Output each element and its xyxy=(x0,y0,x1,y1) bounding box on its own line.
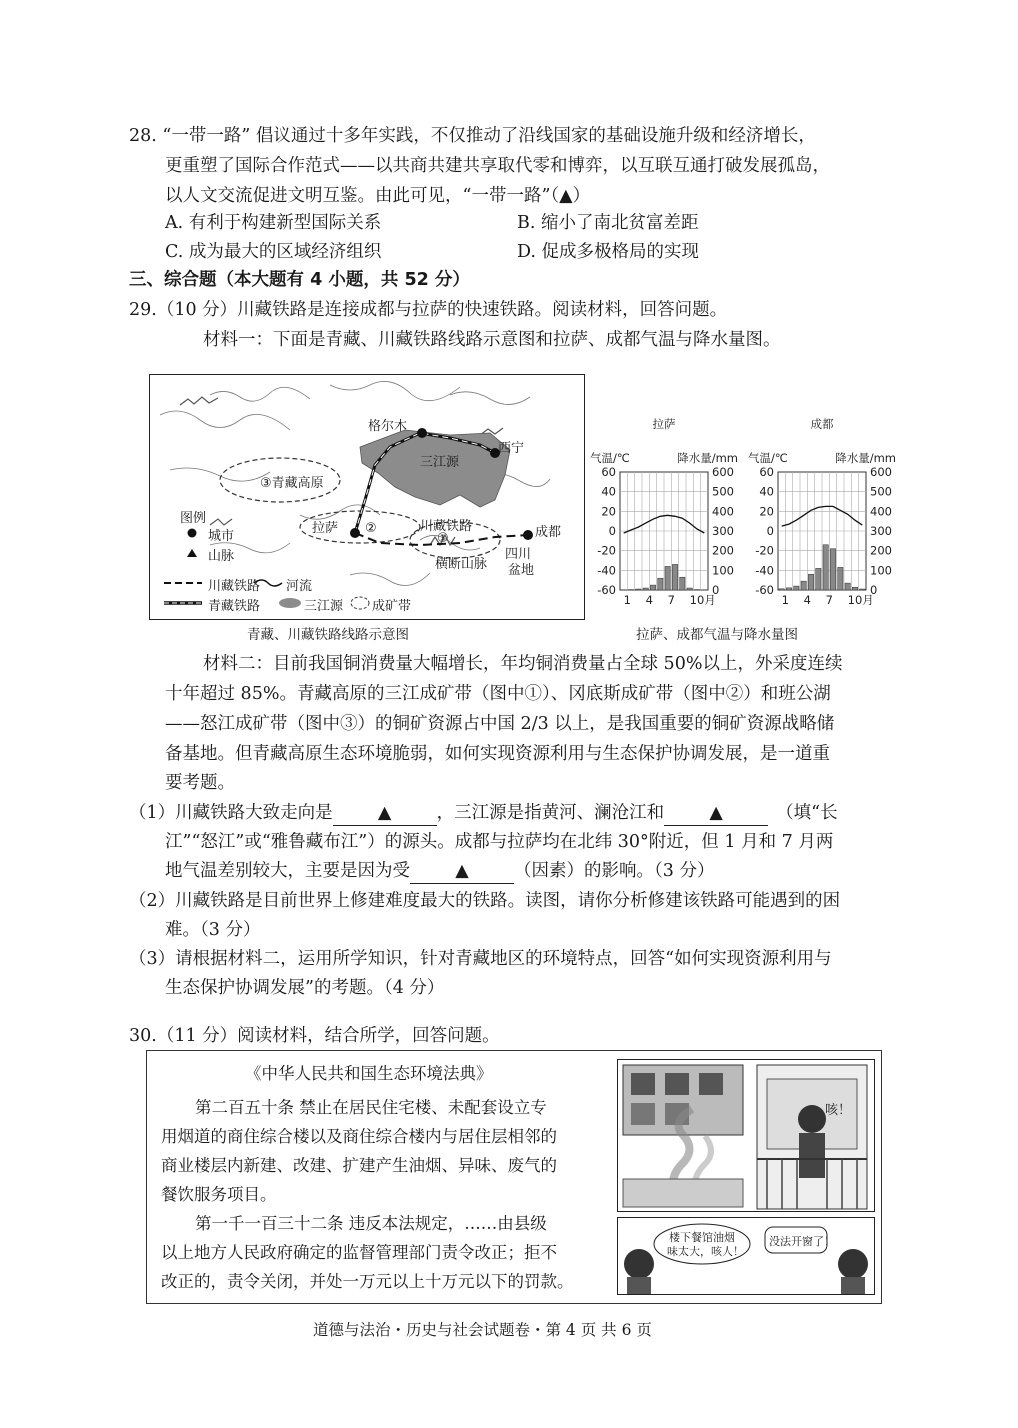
label-chuanzang: 川藏铁路 xyxy=(420,519,473,534)
law-line7: 改正的，责令关闭，并处一万元以上十万元以下的罚款。 xyxy=(161,1272,574,1291)
precip-bar xyxy=(672,564,677,590)
q28-option-b: B. 缩小了南北贫富差距 xyxy=(517,213,699,233)
city-chengdu: 成都 xyxy=(535,525,562,540)
climate-title: 拉萨 xyxy=(652,417,676,431)
precip-bar xyxy=(823,545,828,590)
precip-tick: 0 xyxy=(712,583,720,597)
sub2-line1: （2）川藏铁路是目前世界上修建难度最大的铁路。读图，请你分析修建该铁路可能遇到的困 xyxy=(129,891,841,911)
precip-bar xyxy=(643,588,648,590)
q28-line1: 28. “一带一路” 倡议通过十多年实践，不仅推动了沿线国家的基础设施升级和经济增长， xyxy=(129,126,816,146)
temp-tick: 20 xyxy=(601,504,616,519)
month-tick: 1 xyxy=(781,593,789,607)
page-footer: 道德与法治・历史与社会试题卷・第 4 页 共 6 页 xyxy=(313,1321,652,1339)
month-tick: 4 xyxy=(803,593,811,607)
temp-tick: -40 xyxy=(597,563,616,578)
precip-tick: 100 xyxy=(870,563,892,578)
answer-blank-direction[interactable]: ▲ xyxy=(333,801,437,826)
precip-bar xyxy=(830,549,835,590)
precip-axis-label: 降水量/mm xyxy=(835,451,896,465)
legend-chuanzang: 川藏铁路 xyxy=(208,579,261,594)
answer-blank-river[interactable]: ▲ xyxy=(664,801,768,826)
temp-tick: -20 xyxy=(755,543,774,558)
legend-qingzang: 青藏铁路 xyxy=(208,599,261,614)
q28-line3: 以人文交流促进文明互鉴。由此可见，“一带一路”（▲） xyxy=(165,186,591,206)
temp-tick: -60 xyxy=(755,583,774,597)
region-sanjiangyuan: 三江源 xyxy=(420,455,460,470)
material2-line1: 材料二：目前我国铜消费量大幅增长，年均铜消费量占全球 50%以上，外采度连续 xyxy=(203,654,843,674)
label-hengduan: 横断山脉 xyxy=(435,557,488,572)
precip-bar xyxy=(852,587,857,590)
law-line1: 第二百五十条 禁止在居民住宅楼、未配套设立专 xyxy=(195,1098,547,1117)
sub1-text-c: （填“长 xyxy=(776,803,838,823)
legend-mountain: 山脉 xyxy=(208,549,235,564)
law-line2: 用烟道的商住综合楼以及商住综合楼内与居住层相邻的 xyxy=(161,1127,557,1146)
temp-tick: -40 xyxy=(755,563,774,578)
legend-river: 河流 xyxy=(286,579,313,594)
precip-bar xyxy=(801,581,806,590)
precip-bar xyxy=(687,588,692,590)
precip-tick: 400 xyxy=(712,504,734,519)
material2-line4: 备基地。但青藏高原生态环境脆弱，如何实现资源利用与生态保护协调发展，是一道重 xyxy=(165,744,830,764)
sub1-line3 xyxy=(165,859,714,884)
sub1-line2: 江”“怒江”或“雅鲁藏布江”）的源头。成都与拉萨均在北纬 30°附近，但 1 月和 7 月两 xyxy=(165,832,834,852)
precip-bar xyxy=(658,578,663,590)
temp-tick: 0 xyxy=(608,524,616,538)
month-tick: 10月 xyxy=(847,593,874,607)
climate-title: 成都 xyxy=(810,417,834,431)
law-material-box xyxy=(146,1050,882,1304)
precip-tick: 100 xyxy=(712,563,734,578)
label-sichuan: 四川 xyxy=(505,547,532,562)
ore-belt-1: ① xyxy=(437,531,449,546)
precip-bar xyxy=(786,588,791,590)
precip-tick: 400 xyxy=(870,504,892,519)
temp-tick: -20 xyxy=(597,543,616,558)
material2-line2: 十年超过 85%。青藏高原的三江成矿带（图中①）、冈底斯成矿带（图中②）和班公湖 xyxy=(165,684,831,704)
sub1-text-3b: （因素）的影响。（3 分） xyxy=(514,861,715,881)
ore-belt-2: ② xyxy=(365,521,377,536)
precip-bar xyxy=(860,589,865,590)
precip-tick: 200 xyxy=(870,543,892,558)
q30-intro: 30.（11 分）阅读材料，结合所学，回答问题。 xyxy=(129,1026,500,1046)
sub2-line2: 难。（3 分） xyxy=(165,920,261,940)
precip-bar xyxy=(650,585,655,590)
map-caption: 青藏、川藏铁路线路示意图 xyxy=(247,627,409,643)
law-line6: 以上地方人民政府确定的监督管理部门责令改正；拒不 xyxy=(161,1243,557,1262)
q28-option-d: D. 促成多极格局的实现 xyxy=(517,242,700,262)
comic-bubble-right: 没法开窗了！ xyxy=(769,1235,835,1248)
precip-tick: 300 xyxy=(870,524,892,538)
temp-axis-label: 气温/℃ xyxy=(590,451,630,465)
precip-tick: 0 xyxy=(870,583,878,597)
temp-tick: 40 xyxy=(601,484,616,499)
sub1-text-a: （1）川藏铁路大致走向是 xyxy=(129,803,333,823)
month-tick: 7 xyxy=(825,593,833,607)
precip-tick: 600 xyxy=(712,465,734,479)
law-title: 《中华人民共和国生态环境法典》 xyxy=(245,1064,493,1083)
section-title: 三、综合题（本大题有 4 小题，共 52 分） xyxy=(129,270,470,290)
precip-tick: 200 xyxy=(712,543,734,558)
climate-charts xyxy=(588,410,908,620)
temp-tick: 40 xyxy=(759,484,774,499)
comic-bubble-left-1: 楼下餐馆油烟 xyxy=(669,1231,735,1244)
precip-bar xyxy=(779,589,784,590)
month-tick: 10月 xyxy=(689,593,716,607)
precip-axis-label: 降水量/mm xyxy=(677,451,738,465)
material2-line3: ——怒江成矿带（图中③）的铜矿资源占中国 2/3 以上，是我国重要的铜矿资源战略储 xyxy=(165,714,835,734)
q28-option-a: A. 有利于构建新型国际关系 xyxy=(165,213,382,233)
q29-intro: 29.（10 分）川藏铁路是连接成都与拉萨的快速铁路。阅读材料，回答问题。 xyxy=(129,300,728,320)
sub3-line2: 生态保护协调发展”的考题。（4 分） xyxy=(165,978,445,998)
city-lhasa: 拉萨 xyxy=(312,521,339,536)
precip-bar xyxy=(794,586,799,590)
temp-tick: 0 xyxy=(766,524,774,538)
temp-tick: 20 xyxy=(759,504,774,519)
law-line3: 商业楼层内新建、改建、扩建产生油烟、异味、废气的 xyxy=(161,1156,557,1175)
precip-tick: 600 xyxy=(870,465,892,479)
label-basin: 盆地 xyxy=(508,563,535,578)
month-tick: 1 xyxy=(623,593,631,607)
temp-axis-label: 气温/℃ xyxy=(748,451,788,465)
legend-city: 城市 xyxy=(208,529,235,544)
region-plateau: ③青藏高原 xyxy=(260,476,324,491)
law-line4: 餐饮服务项目。 xyxy=(161,1185,277,1204)
city-golmud: 格尔木 xyxy=(368,419,408,434)
comic-drawing xyxy=(617,1059,875,1295)
material2-line5: 要考题。 xyxy=(165,773,235,793)
precip-bar xyxy=(636,589,641,590)
precip-bar xyxy=(665,566,670,590)
comic-cough: 咳！ xyxy=(825,1103,852,1118)
q29-material1: 材料一：下面是青藏、川藏铁路线路示意图和拉萨、成都气温与降水量图。 xyxy=(203,330,781,350)
month-tick: 7 xyxy=(667,593,675,607)
climate-caption: 拉萨、成都气温与降水量图 xyxy=(636,627,798,643)
law-line5: 第一千一百三十二条 违反本法规定，……由县级 xyxy=(195,1214,547,1233)
precip-bar xyxy=(808,574,813,590)
precip-bar xyxy=(816,568,821,590)
precip-bar xyxy=(680,577,685,590)
precip-tick: 300 xyxy=(712,524,734,538)
railway-map xyxy=(149,374,585,620)
legend-title: 图例 xyxy=(180,511,207,526)
climate-graphic xyxy=(588,410,908,620)
sub1-text-b: ，三江源是指黄河、澜沧江和 xyxy=(436,803,665,823)
comic-illustration xyxy=(617,1059,875,1295)
legend-ore-belt: 成矿带 xyxy=(372,599,412,614)
precip-tick: 500 xyxy=(870,484,892,499)
legend-sanjiangyuan: 三江源 xyxy=(304,599,344,614)
comic-bubble-left-2: 味太大，咳人！ xyxy=(667,1245,744,1258)
q28-line2: 更重塑了国际合作范式——以共商共建共享取代零和博弈，以互联互通打破发展孤岛， xyxy=(165,156,830,176)
month-tick: 4 xyxy=(645,593,653,607)
sub3-line1: （3）请根据材料二，运用所学知识，针对青藏地区的环境特点，回答“如何实现资源利用与 xyxy=(129,949,832,969)
temp-tick: 60 xyxy=(601,465,616,479)
precip-bar xyxy=(845,583,850,590)
temp-tick: 60 xyxy=(759,465,774,479)
q28-option-c: C. 成为最大的区域经济组织 xyxy=(165,242,382,262)
sub1-line1 xyxy=(129,801,838,826)
temp-tick: -60 xyxy=(597,583,616,597)
precip-tick: 500 xyxy=(712,484,734,499)
sub1-text-3a: 地气温差别较大，主要是因为受 xyxy=(165,861,410,881)
city-xining: 西宁 xyxy=(498,441,525,456)
precip-bar xyxy=(838,567,843,590)
answer-blank-factor[interactable]: ▲ xyxy=(410,859,514,884)
